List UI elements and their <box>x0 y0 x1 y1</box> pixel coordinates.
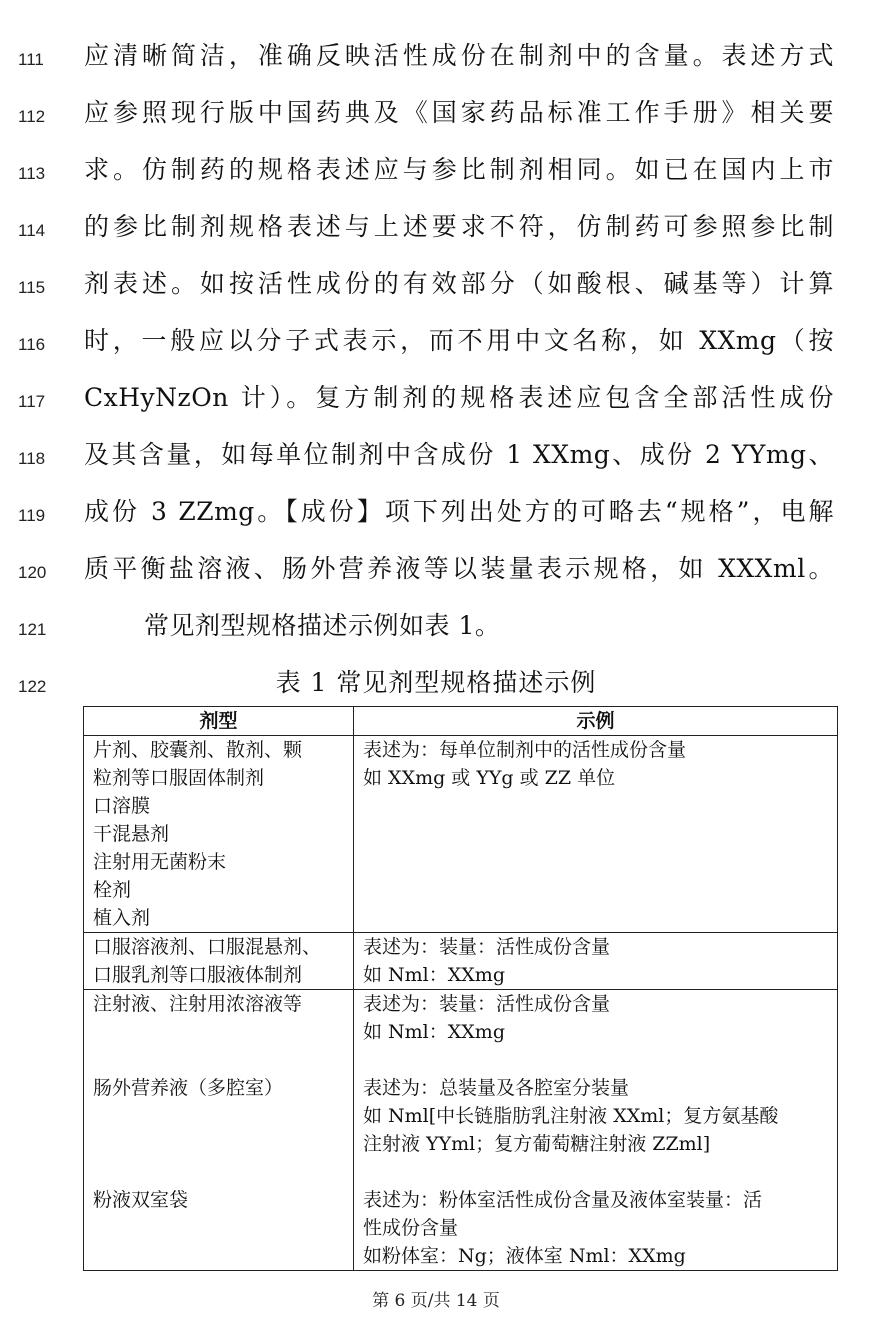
dosage-form-cell <box>84 990 354 1271</box>
paragraph-text: 应清晰简洁，准确反映活性成份在制剂中的含量。表述方式 <box>84 41 834 70</box>
text-line-114 <box>0 199 872 255</box>
paragraph-text: 及其含量，如每单位制剂中含成份 1 XXmg、成份 2 YYmg、 <box>84 440 834 469</box>
line-number: 115 <box>18 278 46 297</box>
line-number: 114 <box>18 221 46 240</box>
cell-text: 表述为：每单位制剂中的活性成份含量 <box>363 739 687 761</box>
text-line-116 <box>0 313 872 369</box>
cell-text: 口服溶液剂、口服混悬剂、 <box>93 936 322 958</box>
dosage-form-table <box>83 706 838 1271</box>
text-line-111 <box>0 28 872 84</box>
line-number: 113 <box>18 164 46 183</box>
text-line-121 <box>0 598 872 654</box>
cell-text: 如 Nml：XXmg <box>363 1021 505 1043</box>
cell-text: 片剂、胶囊剂、散剂、颗 <box>93 739 303 761</box>
paragraph-text: 时，一般应以分子式表示，而不用中文名称，如 XXmg（按 <box>84 326 834 355</box>
table-caption: 表 1 常见剂型规格描述示例 <box>275 668 597 697</box>
text-line-115 <box>0 256 872 312</box>
paragraph-text: 的参比制剂规格表述与上述要求不符，仿制药可参照参比制 <box>84 212 834 241</box>
cell-text: 注射液、注射用浓溶液等 <box>93 993 303 1015</box>
cell-text: 如 Nml[中长链脂肪乳注射液 XXml；复方氨基酸 <box>363 1105 779 1127</box>
text-line-120 <box>0 541 872 597</box>
cell-text: 注射用无菌粉末 <box>93 851 227 873</box>
header-dosage-form: 剂型 <box>84 707 354 736</box>
line-number: 119 <box>18 506 46 525</box>
page-footer: 第 6 页/共 14 页 <box>372 1291 500 1311</box>
paragraph-text: 剂表述。如按活性成份的有效部分（如酸根、碱基等）计算 <box>84 269 834 298</box>
dosage-form-cell <box>84 736 354 933</box>
table-row <box>84 933 838 990</box>
line-number: 118 <box>18 449 46 468</box>
paragraph-text: 常见剂型规格描述示例如表 1。 <box>144 611 501 640</box>
paragraph-text: 应参照现行版中国药典及《国家药品标准工作手册》相关要 <box>84 98 834 127</box>
text-line-113 <box>0 142 872 198</box>
cell-text: 表述为：装量：活性成份含量 <box>363 993 611 1015</box>
line-number: 121 <box>18 620 47 639</box>
cell-text: 栓剂 <box>93 879 132 901</box>
line-number: 111 <box>18 50 44 69</box>
cell-text: 口溶膜 <box>93 795 151 817</box>
example-cell <box>354 990 838 1271</box>
cell-text: 粉液双室袋 <box>93 1189 189 1211</box>
example-cell <box>354 933 838 990</box>
text-line-119 <box>0 484 872 540</box>
line-number: 120 <box>18 563 47 582</box>
cell-text: 性成份含量 <box>363 1217 459 1239</box>
table-row <box>84 736 838 933</box>
cell-text: 如 XXmg 或 YYg 或 ZZ 单位 <box>363 767 616 789</box>
text-line-122 <box>0 655 872 711</box>
cell-text: 如粉体室：Ng；液体室 Nml：XXmg <box>363 1245 686 1267</box>
cell-text: 粒剂等口服固体制剂 <box>93 767 265 789</box>
cell-text: 干混悬剂 <box>93 823 170 845</box>
paragraph-text: CxHyNzOn 计）。复方制剂的规格表述应包含全部活性成份 <box>84 383 834 412</box>
text-line-117 <box>0 370 872 426</box>
line-number: 112 <box>18 107 46 126</box>
paragraph-text: 求。仿制药的规格表述应与参比制剂相同。如已在国内上市 <box>84 155 834 184</box>
table-row <box>84 990 838 1271</box>
cell-text: 如 Nml：XXmg <box>363 964 505 986</box>
cell-text: 口服乳剂等口服液体制剂 <box>93 964 303 986</box>
cell-text: 肠外营养液（多腔室） <box>93 1077 284 1099</box>
paragraph-text: 成份 3 ZZmg。【成份】项下列出处方的可略去“规格”，电解 <box>84 497 834 526</box>
line-number: 117 <box>18 392 46 411</box>
line-number: 116 <box>18 335 46 354</box>
cell-text: 注射液 YYml；复方葡萄糖注射液 ZZml] <box>363 1133 711 1155</box>
paragraph-text: 质平衡盐溶液、肠外营养液等以装量表示规格，如 XXXml。 <box>84 554 834 583</box>
table-header-row <box>84 707 838 736</box>
cell-text: 植入剂 <box>93 907 151 929</box>
cell-text: 表述为：装量：活性成份含量 <box>363 936 611 958</box>
cell-text: 表述为：总装量及各腔室分装量 <box>363 1077 630 1099</box>
example-cell <box>354 736 838 933</box>
text-line-118 <box>0 427 872 483</box>
line-number: 122 <box>18 677 47 696</box>
text-line-112 <box>0 85 872 141</box>
dosage-form-cell <box>84 933 354 990</box>
cell-text: 表述为：粉体室活性成份含量及液体室装量：活 <box>363 1189 763 1211</box>
header-example: 示例 <box>354 707 838 736</box>
